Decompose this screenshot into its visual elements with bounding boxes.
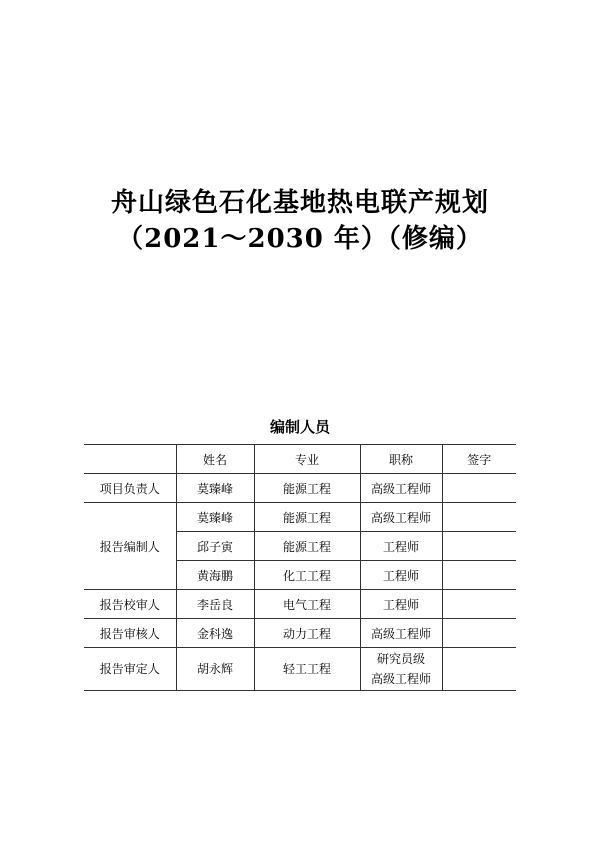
title-cell: 工程师 xyxy=(360,532,442,561)
specialty-cell: 能源工程 xyxy=(254,532,360,561)
header-row xyxy=(84,445,516,474)
name-cell: 黄海鹏 xyxy=(176,561,254,590)
role-cell: 报告编制人 xyxy=(84,503,176,590)
specialty-cell: 能源工程 xyxy=(254,474,360,503)
title-line: 研究员级 xyxy=(376,652,425,666)
signature-cell xyxy=(442,532,516,561)
signature-cell xyxy=(442,619,516,648)
signature-cell xyxy=(442,474,516,503)
title-cell: 高级工程师 xyxy=(360,619,442,648)
header-title: 职称 xyxy=(360,445,442,474)
signature-cell xyxy=(442,503,516,532)
table-row xyxy=(84,503,516,532)
header-role xyxy=(84,445,176,474)
name-cell: 邱子寅 xyxy=(176,532,254,561)
title-cell: 工程师 xyxy=(360,590,442,619)
name-cell: 胡永辉 xyxy=(176,648,254,691)
name-cell: 莫臻峰 xyxy=(176,503,254,532)
staff-table xyxy=(84,444,516,691)
specialty-cell: 化工工程 xyxy=(254,561,360,590)
title-cell: 高级工程师 xyxy=(360,474,442,503)
title-cell: 高级工程师 xyxy=(360,503,442,532)
table-row xyxy=(84,619,516,648)
document-subtitle: （2021～2030 年）（修编） xyxy=(117,224,483,254)
role-cell: 报告审定人 xyxy=(84,648,176,691)
name-cell: 莫臻峰 xyxy=(176,474,254,503)
table-row xyxy=(84,648,516,691)
name-cell: 李岳良 xyxy=(176,590,254,619)
staff-heading: 编制人员 xyxy=(269,418,330,436)
signature-cell xyxy=(442,590,516,619)
document-title: 舟山绿色石化基地热电联产规划 xyxy=(110,188,489,218)
title-cell xyxy=(360,648,442,691)
specialty-cell: 轻工工程 xyxy=(254,648,360,691)
table-row xyxy=(84,474,516,503)
specialty-cell: 电气工程 xyxy=(254,590,360,619)
title-line: 高级工程师 xyxy=(370,672,431,686)
specialty-cell: 动力工程 xyxy=(254,619,360,648)
header-signature: 签字 xyxy=(442,445,516,474)
header-name: 姓名 xyxy=(176,445,254,474)
signature-cell xyxy=(442,648,516,691)
table-row xyxy=(84,590,516,619)
role-cell: 报告校审人 xyxy=(84,590,176,619)
name-cell: 金科逸 xyxy=(176,619,254,648)
role-cell: 报告审核人 xyxy=(84,619,176,648)
title-cell: 工程师 xyxy=(360,561,442,590)
specialty-cell: 能源工程 xyxy=(254,503,360,532)
header-specialty: 专业 xyxy=(254,445,360,474)
role-cell: 项目负责人 xyxy=(84,474,176,503)
signature-cell xyxy=(442,561,516,590)
